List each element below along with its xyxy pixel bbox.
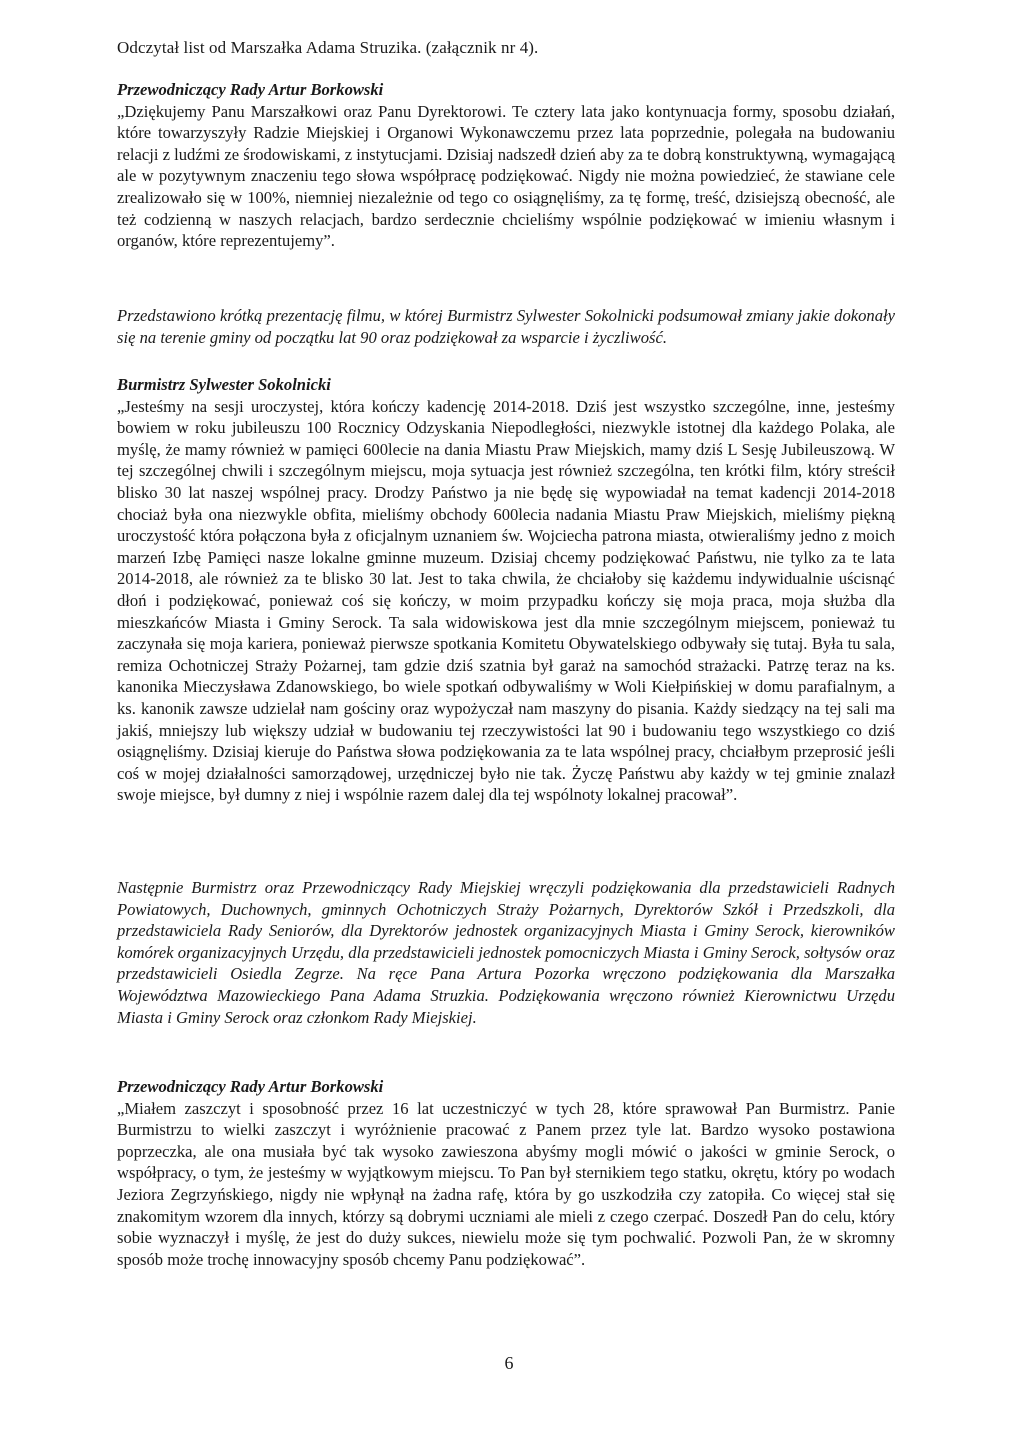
speech-text: „Jesteśmy na sesji uroczystej, która kończy kadencję 2014-2018. Dziś jest wszystko szczególne, inne, jesteśmy bowiem w roku jubileuszu 100 Rocznicy Odzyskania Niepodległości, niezwykle istotnej dla każdego Polaka, ale myślę, że mamy również w pamięci 600lecie na dania Miastu Praw Miejskich, mamy dziś L Sesję Jubileuszową. W tej szczególnej chwili i szczególnym miejscu, moja sytuacja jest również szczególna, ten krótki film, który streścił blisko 30 lat naszej wspólnej pracy. Drodzy Państwo ja nie będę się wypowiadał na temat kadencji 2014-2018 chociaż była ona niezwykle obfita, mieliśmy obchody 600lecia nadania Miastu Praw Miejskich, mieliśmy piękną uroczystość która połączona była z oficjalnym uznaniem św. Wojciecha patrona miasta, otwieraliśmy jedno z moich marzeń Izbę Pamięci nasze lokalne gminne muzeum. Dzisiaj chcemy podziękować Państwu, nie tylko za te lata 2014-2018, ale również za te blisko 30 lat. Jest to taka chwila, że chciałoby się każdemu indywidualnie uścisnąć dłoń i podziękować, ponieważ coś się kończy, w moim przypadku kończy się moja praca, moja służba dla mieszkańców Miasta i Gminy Serock. Ta sala widowiskowa jest dla mnie szczególnym miejscem, ponieważ tu zaczynała się moja kariera, ponieważ pierwsze spotkania Komitetu Obywatelskiego odbywały się tutaj. Była tu sala, remiza Ochotniczej Straży Pożarnej, tam gdzie dziś szatnia był garaż na samochód strażacki. Patrzę teraz na ks. kanonika Mieczysława Zdanowskiego, bo wiele spotkań odbywaliśmy w Woli Kiełpińskiej w domu parafialnym, a ks. kanonik zawsze udzielał nam gościny oraz wypożyczał nam maszyny do pisania. Każdy siedzący na tej sali ma jakiś, mniejszy lub większy udział w budowaniu tej rzeczywistości lat 90 i budowaniu tego wszystkiego co dziś osiągnęliśmy. Dzisiaj kieruje do Państwa słowa podziękowania za te lata wspólnej pracy, chciałbym przeprosić jeśli coś w mojej działalności samorządowej, urzędniczej było nie tak. Życzę Państwu aby każdy w tej gminie znalazł swoje miejsce, był dumny z niej i wspólnie razem dalej dla tej wspólnoty lokalnej pracował”. — [117, 396, 895, 805]
narration-block-2 — [117, 877, 895, 1028]
speaker-name: Burmistrz Sylwester Sokolnicki — [117, 375, 331, 394]
speech-block-2 — [117, 374, 895, 806]
narration-block-1 — [117, 305, 895, 348]
page-number: 6 — [504, 1353, 514, 1373]
document-page — [117, 0, 895, 1444]
narration-text: Przedstawiono krótką prezentację filmu, w której Burmistrz Sylwester Sokolnicki podsumował zmiany jakie dokonały się na terenie gminy od początku lat 90 oraz podziękował za wsparcie i życzliwość. — [117, 306, 895, 347]
speech-text: „Dziękujemy Panu Marszałkowi oraz Panu Dyrektorowi. Te cztery lata jako kontynuacja formy, sposobu działań, które towarzyszyły Radzie Miejskiej i Organowi Wykonawczemu przez lata poprzednie, polegała na budowaniu relacji z ludźmi ze środowiskami, z instytucjami. Dzisiaj nadszedł dzień aby za te dobrą konstruktywną, wymagającą ale w pozytywnym znaczeniu tego słowa współpracę podziękować. Nigdy nie można powiedzieć, że stawiane cele zrealizowało się w 100%, niemniej niezależnie od tego co osiągnęliśmy, za tę formę, treść, dzisiejszą obecność, ale też codzienną w naszych relacjach, bardzo serdecznie chcieliśmy wspólnie podziękować w imieniu własnym i organów, które reprezentujemy”. — [117, 101, 895, 251]
speech-block-1 — [117, 79, 895, 252]
speaker-name: Przewodniczący Rady Artur Borkowski — [117, 80, 384, 99]
intro-line: Odczytał list od Marszałka Adama Struzika. (załącznik nr 4). — [117, 38, 539, 57]
narration-text: Następnie Burmistrz oraz Przewodniczący Rady Miejskiej wręczyli podziękowania dla przedstawicieli Radnych Powiatowych, Duchownych, gminnych Ochotniczych Straży Pożarnych, Dyrektorów Szkół i Przedszkoli, dla przedstawiciela Rady Seniorów, dla Dyrektorów jednostek organizacyjnych Miasta i Gminy Serock, kierowników komórek organizacyjnych Urzędu, dla przedstawicieli jednostek pomocniczych Miasta i Gminy Serock, sołtysów oraz przedstawicieli Osiedla Zegrze. Na ręce Pana Artura Pozorka wręczono podziękowania dla Marszałka Województwa Mazowieckiego Pana Adama Struzkia. Podziękowania wręczono również Kierownictwu Urzędu Miasta i Gminy Serock oraz członkom Rady Miejskiej. — [117, 878, 895, 1027]
speech-block-3 — [117, 1076, 895, 1270]
speech-text: „Miałem zaszczyt i sposobność przez 16 lat uczestniczyć w tych 28, które sprawował Pan Burmistrz. Panie Burmistrzu to wielki zaszczyt i wyróżnienie pracować z Panem przez tyle lat. Bardzo wysoko postawiona poprzeczka, ale ona musiała być tak wysoko zawieszona abyśmy mogli mówić o jakości w gminie Serock, o współpracy, o tym, że jesteśmy w wyjątkowym miejscu. To Pan był sternikiem tego statku, okrętu, który po wodach Jeziora Zegrzyńskiego, nigdy nie wpłynął na żadna rafę, która by go uszkodziła czy zatopiła. Co więcej stał się znakomitym wzorem dla innych, którzy są dobrymi uczniami ale mieli z czego czerpać. Doszedł Pan do celu, który sobie wyznaczył i myślę, że jest do duży sukces, niewielu może się tym pochwalić. Pozwoli Pan, że w skromny sposób może trochę innowacyjny sposób chcemy Panu podziękować”. — [117, 1098, 895, 1269]
speaker-name: Przewodniczący Rady Artur Borkowski — [117, 1077, 384, 1096]
